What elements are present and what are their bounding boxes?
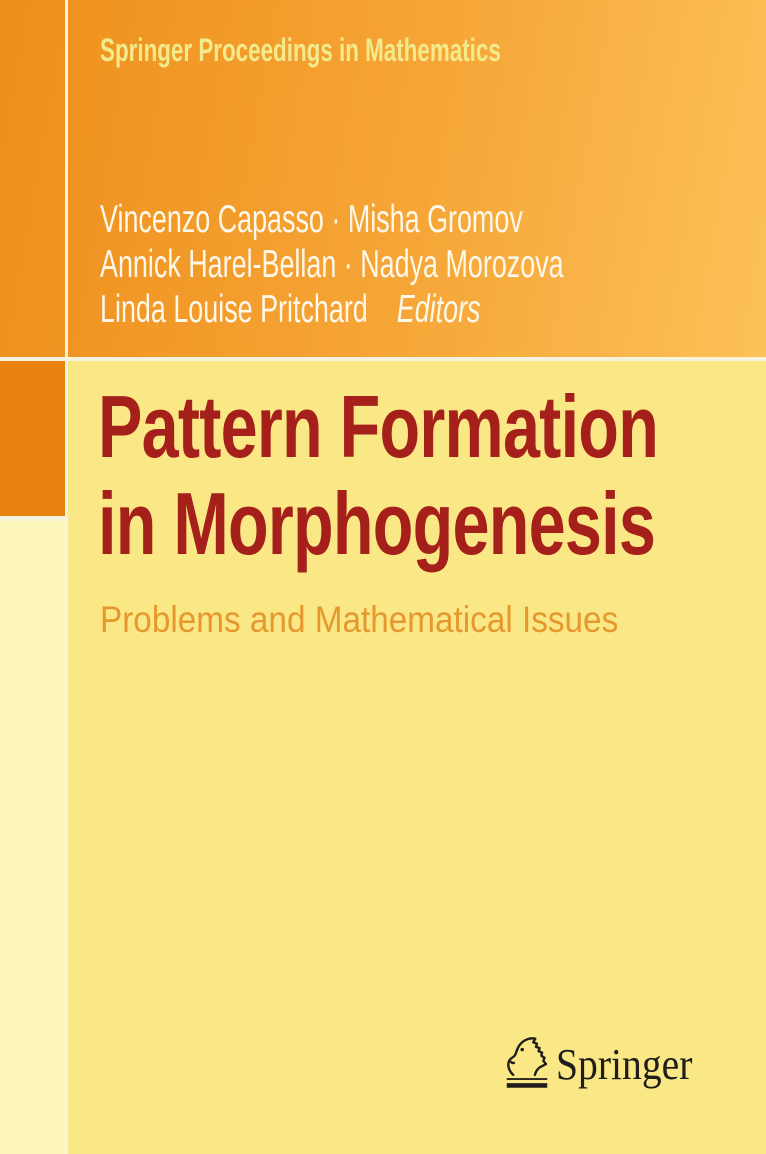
springer-horse-icon: [504, 1033, 550, 1091]
editors-label: Editors: [396, 288, 481, 331]
horizontal-divider: [0, 357, 766, 361]
publisher-logo: [504, 1033, 704, 1093]
book-title: [98, 378, 766, 572]
author-line-1-text: Vincenzo Capasso · Misha Gromov: [100, 198, 523, 241]
accent-square: [0, 361, 65, 516]
author-line-2: [100, 242, 766, 287]
vertical-divider: [65, 0, 68, 1154]
series-title-text: Springer Proceedings in Mathematics: [100, 32, 501, 68]
author-line-3-text: Linda Louise Pritchard: [100, 288, 368, 331]
author-line-1: [100, 197, 766, 242]
book-title-line-2: in Morphogenesis: [98, 474, 656, 573]
series-title: [100, 34, 673, 66]
author-block: [100, 197, 766, 332]
author-line-2-text: Annick Harel-Bellan · Nadya Morozova: [100, 243, 564, 286]
book-title-line-1: Pattern Formation: [98, 377, 659, 476]
author-line-3: [100, 287, 766, 332]
horizontal-divider-left: [0, 516, 65, 521]
book-subtitle: Problems and Mathematical Issues: [100, 599, 619, 640]
publisher-name: Springer: [556, 1040, 693, 1089]
left-pale-strip: [0, 521, 65, 1154]
